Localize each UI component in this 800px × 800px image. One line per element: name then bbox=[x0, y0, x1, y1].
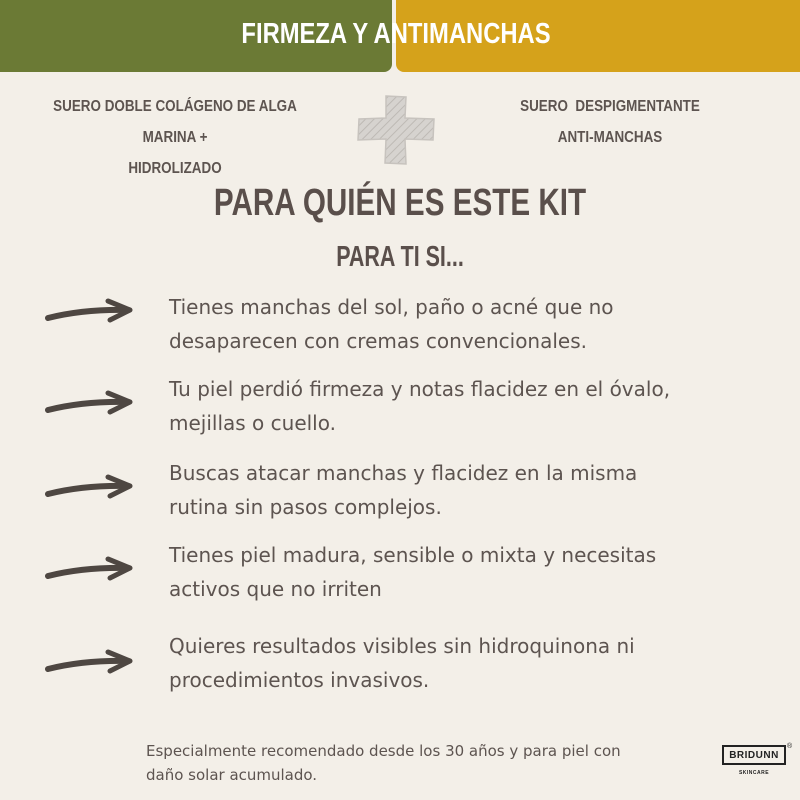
product-right-line-1: SUERO DESPIGMENTANTE bbox=[520, 98, 700, 115]
list-item bbox=[0, 290, 800, 360]
list-item-text bbox=[169, 372, 769, 440]
product-right-line-2: ANTI-MANCHAS bbox=[557, 129, 663, 146]
list-item-line: mejillas o cuello. bbox=[169, 411, 336, 435]
product-left-line-1: SUERO DOBLE COLÁGENO DE ALGA MARINA + bbox=[53, 98, 297, 146]
list-item-line: Buscas atacar manchas y flacidez en la misma bbox=[169, 461, 638, 485]
list-item-line: Tu piel perdió firmeza y notas flacidez en el óvalo, bbox=[169, 377, 671, 401]
list-item bbox=[0, 456, 800, 526]
list-item-line: procedimientos invasivos. bbox=[169, 668, 430, 692]
list-item-line: desaparecen con cremas convencionales. bbox=[169, 329, 587, 353]
list-item-text bbox=[169, 456, 769, 524]
plus-icon bbox=[356, 94, 436, 166]
footer-line: daño solar acumulado. bbox=[146, 766, 318, 784]
section-subtitle: PARA TI SI... bbox=[336, 241, 464, 273]
section-title: PARA QUIÉN ES ESTE KIT bbox=[213, 182, 587, 224]
list-item-text bbox=[169, 629, 769, 697]
list-item bbox=[0, 629, 800, 699]
product-left-line-2: HIDROLIZADO bbox=[128, 160, 222, 177]
list-item-text bbox=[169, 290, 769, 358]
list-item-line: Quieres resultados visibles sin hidroquinona ni bbox=[169, 634, 635, 658]
arrow-right-icon bbox=[44, 298, 134, 328]
arrow-right-icon bbox=[44, 556, 134, 586]
brand-logo bbox=[722, 745, 794, 783]
arrow-right-icon bbox=[44, 474, 134, 504]
list-item bbox=[0, 372, 800, 442]
logo-registered-mark: ® bbox=[787, 743, 793, 750]
list-item-line: Tienes manchas del sol, paño o acné que no bbox=[169, 295, 614, 319]
logo-wordmark: BRIDUNN bbox=[722, 745, 786, 765]
product-left-label bbox=[45, 91, 305, 184]
product-right-label bbox=[492, 91, 727, 153]
list-item bbox=[0, 538, 800, 608]
list-item-text bbox=[169, 538, 769, 606]
header-title: FIRMEZA Y ANTIMANCHAS bbox=[241, 18, 551, 50]
list-item-line: rutina sin pasos complejos. bbox=[169, 495, 442, 519]
arrow-right-icon bbox=[44, 649, 134, 679]
list-item-line: Tienes piel madura, sensible o mixta y necesitas bbox=[169, 543, 657, 567]
logo-subtitle: SKINCARE bbox=[738, 770, 770, 776]
arrow-right-icon bbox=[44, 390, 134, 420]
footer-note bbox=[146, 739, 706, 787]
list-item-line: activos que no irriten bbox=[169, 577, 382, 601]
footer-line: Especialmente recomendado desde los 30 años y para piel con bbox=[146, 742, 621, 760]
